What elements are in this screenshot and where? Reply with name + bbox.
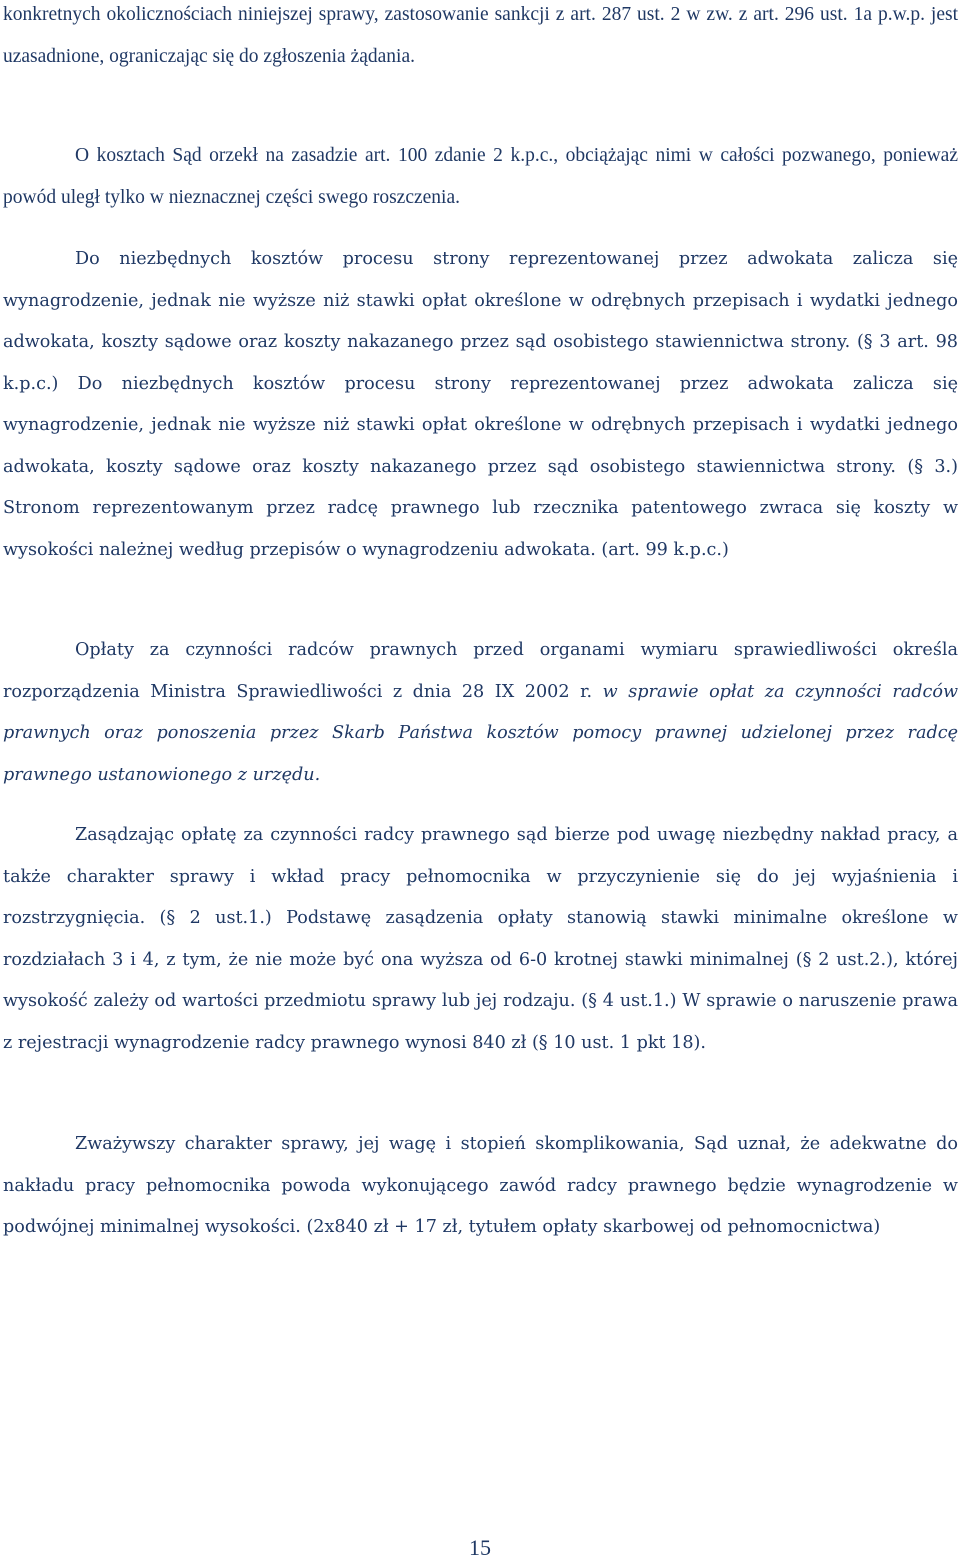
paragraph-legal-fees-regulation (3, 630, 958, 796)
paragraph-necessary-costs: Do niezbędnych kosztów procesu strony reprezentowanej przez adwokata zalicza się wynagrodzenie, jednak nie wyższe niż stawki opłat określone w odrębnych przepisach i wydatki jednego adwokata, koszty sądowe oraz koszty nakazanego przez sąd osobistego stawiennictwa strony. (§ 3 art. 98 k.p.c.) Do niezbędnych kosztów procesu strony reprezentowanej przez adwokata zalicza się wynagrodzenie, jednak nie wyższe niż stawki opłat określone w odrębnych przepisach i wydatki jednego adwokata, koszty sądowe oraz koszty nakazanego przez sąd osobistego stawiennictwa strony. (§ 3.) Stronom reprezentowanym przez radcę prawnego lub rzecznika patentowego zwraca się koszty w wysokości należnej według przepisów o wynagrodzeniu adwokata. (art. 99 k.p.c.) (3, 249, 958, 560)
regulation-title: w sprawie opłat za czynności radców prawnych oraz ponoszenia przez Skarb Państwa kosztów pomocy prawnej udzielonej przez radcę prawnego ustanowionego z urzędu. (3, 681, 959, 785)
page-number: 15 (469, 1535, 491, 1560)
paragraph-fee-criteria: Zasądzając opłatę za czynności radcy prawnego sąd bierze pod uwagę niezbędny nakład pracy, a także charakter sprawy i wkład pracy pełnomocnika w przyczynienie się do jej wyjaśnienia i rozstrzygnięcia. (§ 2 ust.1.) Podstawę zasądzenia opłaty stanowią stawki minimalne określone w rozdziałach 3 i 4, z tym, że nie może być ona wyższa od 6-0 krotnej stawki minimalnej (§ 2 ust.2.), której wysokość zależy od wartości przedmiotu sprawy lub jej rodzaju. (§ 4 ust.1.) W sprawie o naruszenie prawa z rejestracji wynagrodzenie radcy prawnego wynosi 840 zł (§ 10 ust. 1 pkt 18). (3, 825, 958, 1053)
regulation-text: Opłaty za czynności radców prawnych przed organami wymiaru sprawiedliwości określa rozporządzenia Ministra Sprawiedliwości z dnia 28 IX 2002 r. (3, 640, 958, 702)
paragraph-conclusion: Zważywszy charakter sprawy, jej wagę i stopień skomplikowania, Sąd uznał, że adekwatne do nakładu pracy pełnomocnika powoda wykonującego zawód radcy prawnego będzie wynagrodzenie w podwójnej minimalnej wysokości. (2x840 zł + 17 zł, tytułem opłaty skarbowej od pełnomocnictwa) (3, 1134, 958, 1237)
paragraph-sanctions: konkretnych okolicznościach niniejszej sprawy, zastosowanie sankcji z art. 287 ust. 2 w zw. z art. 296 ust. 1a p.w.p. jest uzasadnione, ograniczając się do zgłoszenia żądania. (3, 4, 958, 67)
paragraph-costs-ruling: O kosztach Sąd orzekł na zasadzie art. 100 zdanie 2 k.p.c., obciążając nimi w całości pozwanego, ponieważ powód uległ tylko w nieznacznej części swego roszczenia. (3, 145, 958, 208)
